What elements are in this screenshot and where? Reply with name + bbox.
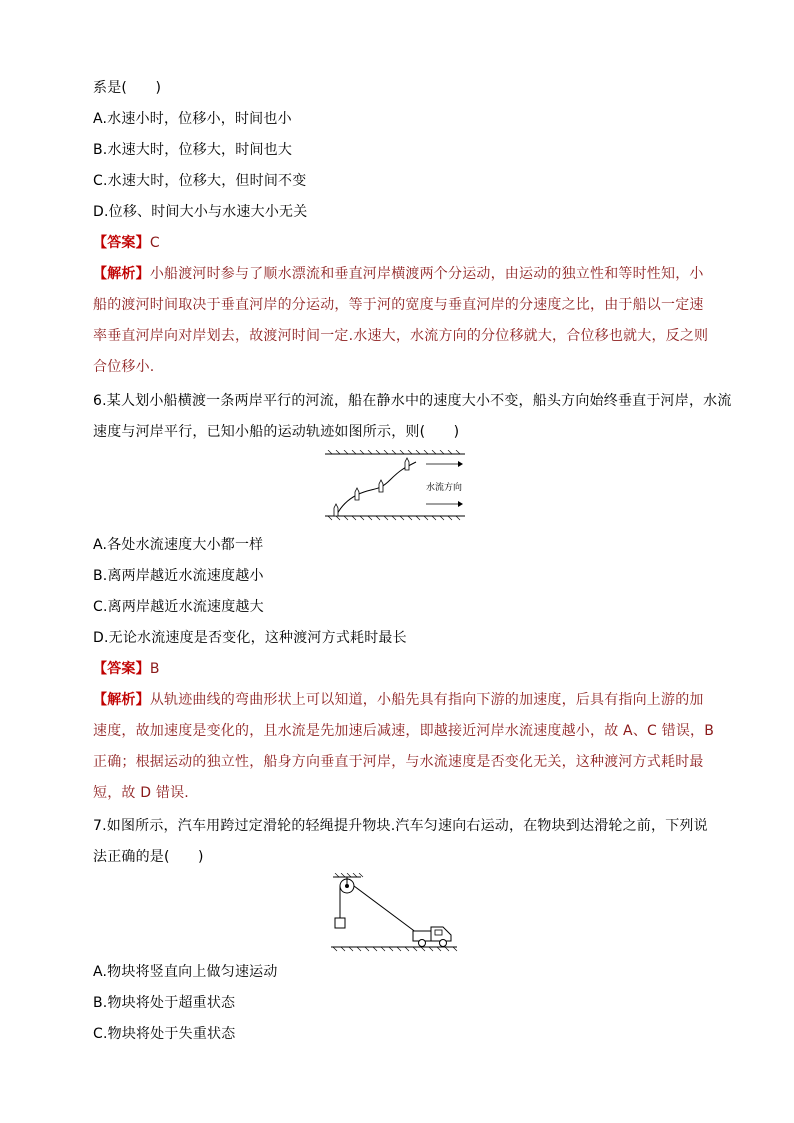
analysis-tag: 【解析】 <box>93 266 150 282</box>
q6-answer <box>93 659 713 679</box>
answer-tag: 【答案】 <box>93 235 150 251</box>
answer-value: C <box>149 235 160 251</box>
answer-tag: 【答案】 <box>93 661 150 677</box>
q7-option-c: C.物块将处于失重状态 <box>93 1026 236 1042</box>
q7-stem-line-2: 法正确的是( ) <box>93 849 204 865</box>
analysis-text: 小船渡河时参与了顺水漂流和垂直河岸横渡两个分运动，由运动的独立性和等时性知，小 <box>149 266 704 282</box>
q5-option-d: D.位移、时间大小与水速大小无关 <box>93 204 308 220</box>
q6-analysis-line-2: 速度，故加速度是变化的，且水流是先加速后减速，即越接近河岸水流速度越小，故 A、C 错误，B <box>93 723 715 739</box>
q6-option-d: D.无论水流速度是否变化，这种渡河方式耗时最长 <box>93 630 407 646</box>
q5-option-c: C.水速大时，位移大，但时间不变 <box>93 173 307 189</box>
q7-stem-line-1: 7.如图所示，汽车用跨过定滑轮的轻绳提升物块.汽车匀速向右运动，在物块到达滑轮之前，下列说 <box>93 818 708 834</box>
q6-stem-line-1: 6.某人划小船横渡一条两岸平行的河流，船在静水中的速度大小不变，船头方向始终垂直于河岸，水流 <box>93 393 732 409</box>
river-crossing-figure <box>320 450 470 522</box>
q5-analysis-line-1 <box>93 264 713 284</box>
q6-stem-line-2: 速度与河岸平行，已知小船的运动轨迹如图所示，则( ) <box>93 424 460 440</box>
q6-analysis-line-1 <box>93 690 713 710</box>
q5-stem-tail: 系是( ) <box>93 80 162 96</box>
q5-analysis-line-3: 率垂直河岸向对岸划去，故渡河时间一定.水速大，水流方向的分位移就大，合位移也就大，反之则 <box>93 328 709 344</box>
q5-analysis-line-2: 船的渡河时间取决于垂直河岸的分运动，等于河的宽度与垂直河岸的分速度之比，由于船以一定速 <box>93 297 704 313</box>
q7-option-a: A.物块将竖直向上做匀速运动 <box>93 964 278 980</box>
flow-direction-label: 水流方向 <box>426 483 463 493</box>
pulley-truck-figure <box>325 873 465 953</box>
q6-option-a: A.各处水流速度大小都一样 <box>93 537 264 553</box>
q5-analysis-line-4: 合位移小. <box>93 359 155 375</box>
q5-answer <box>93 233 713 253</box>
q7-option-b: B.物块将处于超重状态 <box>93 995 236 1011</box>
analysis-text: 从轨迹曲线的弯曲形状上可以知道，小船先具有指向下游的加速度，后具有指向上游的加 <box>149 692 704 708</box>
q5-option-b: B.水速大时，位移大，时间也大 <box>93 142 293 158</box>
q6-analysis-line-3: 正确；根据运动的独立性，船身方向垂直于河岸，与水流速度是否变化无关，这种渡河方式耗时最 <box>93 754 704 770</box>
q6-option-c: C.离两岸越近水流速度越大 <box>93 599 264 615</box>
q5-option-a: A.水速小时，位移小，时间也小 <box>93 111 292 127</box>
answer-value: B <box>149 661 160 677</box>
analysis-tag: 【解析】 <box>93 692 150 708</box>
q6-option-b: B.离两岸越近水流速度越小 <box>93 568 264 584</box>
q6-analysis-line-4: 短，故 D 错误. <box>93 785 189 801</box>
